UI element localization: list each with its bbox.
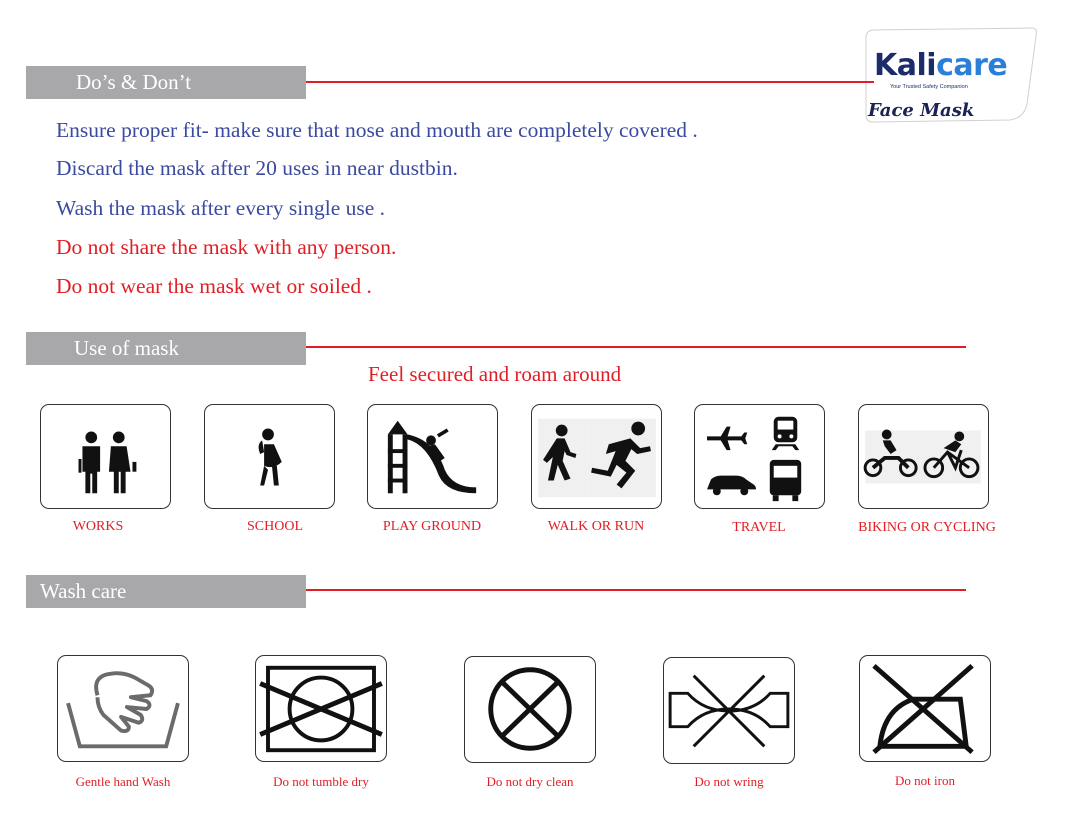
no-wring-icon — [663, 657, 795, 764]
use-label-works: WORKS — [72, 519, 124, 534]
rule-item-1: Ensure proper fit- make sure that nose and mouth are completely covered . — [56, 118, 698, 142]
no-iron-icon — [859, 655, 991, 762]
travel-icon — [694, 404, 825, 509]
wash-label-no-wring: Do not wring — [694, 774, 764, 789]
use-label-school: SCHOOL — [246, 519, 303, 534]
dos-donts-header: Do’s & Don’t — [26, 66, 306, 99]
rule-item-3: Wash the mask after every single use . — [56, 196, 386, 220]
use-of-mask-header: Use of mask — [26, 332, 306, 365]
wash-divider-line — [306, 589, 966, 591]
wash-care-header: Wash care — [26, 575, 306, 608]
use-label-playground: PLAY GROUND — [382, 519, 482, 534]
use-label-travel: TRAVEL — [732, 520, 786, 535]
office-workers-icon — [40, 404, 171, 509]
wash-label-hand-wash: Gentle hand Wash — [75, 774, 171, 789]
logo-subtitle: Face Mask — [868, 100, 975, 121]
walk-run-icon — [531, 404, 662, 509]
use-label-walk-run: WALK OR RUN — [547, 519, 645, 534]
kalicare-logo — [862, 26, 1038, 134]
use-label-biking: BIKING OR CYCLING — [858, 520, 996, 535]
wash-label-no-iron: Do not iron — [895, 773, 955, 788]
no-tumble-dry-icon — [255, 655, 387, 762]
logo-brand: Kalicare — [874, 48, 1008, 83]
rule-item-5: Do not wear the mask wet or soiled . — [56, 274, 372, 298]
use-divider-line — [306, 346, 966, 348]
school-child-icon — [204, 404, 335, 509]
rule-item-2: Discard the mask after 20 uses in near dustbin. — [56, 156, 458, 180]
biking-cycling-icon — [858, 404, 989, 509]
rule-item-4: Do not share the mask with any person. — [56, 235, 397, 259]
playground-slide-icon — [367, 404, 498, 509]
dos-divider-line — [306, 81, 874, 83]
use-tagline: Feel secured and roam around — [368, 362, 622, 386]
logo-tagline: Your Trusted Safety Companion — [890, 84, 968, 90]
wash-label-no-dry-clean: Do not dry clean — [486, 774, 574, 789]
no-dry-clean-icon — [464, 656, 596, 763]
wash-label-no-tumble-dry: Do not tumble dry — [273, 774, 369, 789]
hand-wash-icon — [57, 655, 189, 762]
